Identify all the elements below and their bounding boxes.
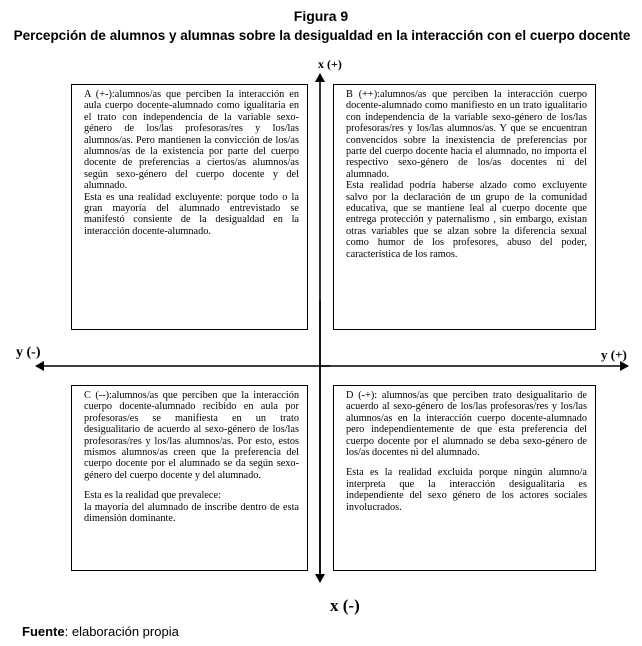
axis-label-y-negative: y (-)	[16, 345, 41, 360]
source-text: : elaboración propia	[64, 624, 179, 639]
quadrant-c-conclusion-detail: la mayoría del alumnado de inscribe dentro de esta dimensión dominante.	[84, 501, 299, 525]
quadrant-b-box	[333, 84, 596, 330]
quadrant-c-description: C (--):alumnos/as que perciben que la interacción cuerpo docente-alumnado recibido en aula por profesoras/es se manifiesta en un trato desigualitario de acuerdo al sexo-género de los/las profesoras/res y los/las alumnos/as. Por esto, estos mismos alumnos/as creen que la preferencia del cuerpo docente por el alumnado se da según sexo-género del cuerpo docente y del alumnado.	[84, 390, 299, 481]
quadrant-c-conclusion: Esta es la realidad que prevalece:	[84, 490, 221, 502]
quadrant-a-description: A (+-):alumnos/as que perciben la interacción en aula cuerpo docente-alumnado como igualitaria en el trato con independencia de la variable sexo-género de los/las profesoras/res y los/las alumnos/as. Pero mantienen la convicción de los/as alumnos/as de la existencia por parte del cuerpo docente de preferencias a ciertos/as alumnos/as según sexo-género del cuerpo docente y del alumnado.	[84, 89, 299, 192]
quadrant-d-conclusion: Esta es la realidad excluida porque ningún alumno/a interpreta que la interacción desigualitaria es independiente del sexo género de los actores sociales involucrados.	[346, 467, 587, 513]
quadrant-a-conclusion: Esta es una realidad excluyente: porque todo o la gran mayoría del alumnado entrevistado se manifestó consiente de la desigualdad en la interacción docente-alumnado.	[84, 191, 299, 237]
source-note	[22, 624, 179, 639]
axis-label-y-positive: y (+)	[601, 347, 627, 362]
quadrant-d-description: D (-+): alumnos/as que perciben trato desigualitario de acuerdo al sexo-género de los/las profesoras/res y los/las alumnos/as en la interacción cuerpo docente-alumnado pero independientemente de que esta preferencia del cuerpo docente por el alumnado se deba sexo-género de los/as docentes ni del alumnado.	[346, 390, 587, 459]
quadrant-a-box	[71, 84, 308, 330]
source-label: Fuente	[22, 624, 65, 639]
quadrant-b-description: B (++):alumnos/as que perciben la interacción cuerpo docente-alumnado como manifiesto en un trato igualitario con independencia de la variable sexo-género de los/las profesoras/res y los/las alumnos/as. Y que se encuentran convencidos sobre la inexistencia de preferencias por parte del cuerpo docente hacia el alumnado, no importa el respectivo sexo-género de los/as docentes ni del alumnado.	[346, 89, 587, 180]
quadrant-b-conclusion: Esta realidad podría haberse alzado como excluyente salvo por la declaración de un grupo de la comunidad educativa, que se mantiene leal al cuerpo docente que entrega protección y paternalismo , sin embargo, existan otras variables que se alzan sobre la diferencia sexual como humor de los profesores, abuso del poder, característica de los ramos.	[346, 180, 587, 260]
quadrant-c-box	[71, 385, 308, 571]
figure-title: Figura 9	[293, 8, 349, 24]
figure-subtitle: Percepción de alumnos y alumnas sobre la desigualdad en la interacción con el cuerpo docente	[13, 28, 631, 43]
axis-label-x-negative: x (-)	[330, 596, 360, 615]
axis-label-x-positive: x (+)	[318, 57, 342, 71]
quadrant-d-box	[333, 385, 596, 571]
